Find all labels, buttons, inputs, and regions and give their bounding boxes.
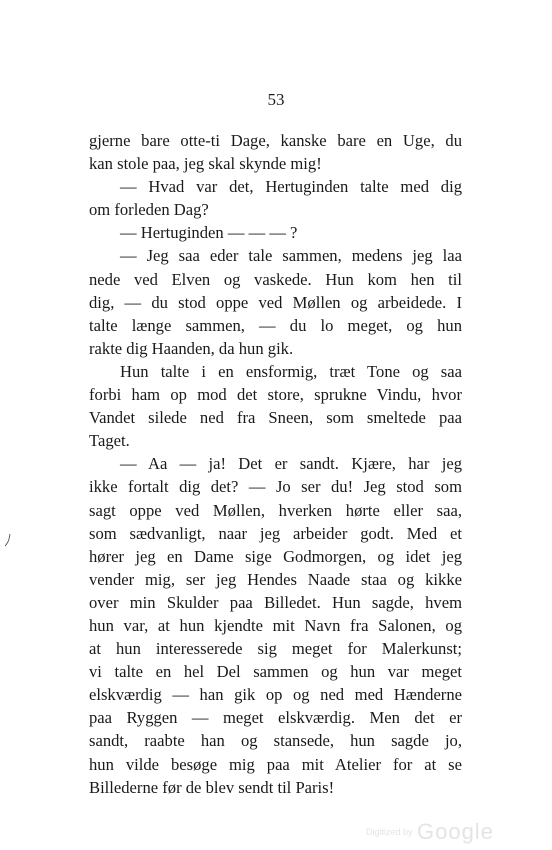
digitization-watermark: [366, 819, 494, 845]
text-line: — Aa — ja! Det er sandt. Kjære, har jeg: [120, 454, 462, 474]
text-line: som sædvanligt, naar jeg arbeider godt. Med et: [89, 523, 462, 543]
text-line: sandt, raabte han og stansede, hun sagde jo,: [89, 731, 462, 751]
text-line: at hun interesserede sig meget for Malerkunst;: [89, 639, 462, 659]
body-text: [89, 129, 462, 799]
margin-pencil-mark: [4, 533, 12, 547]
text-line: dig, — du stod oppe ved Møllen og arbeidede. I: [89, 292, 462, 312]
watermark-brand: Google: [416, 819, 494, 844]
text-line: over min Skulder paa Billedet. Hun sagde, hvem: [89, 592, 462, 612]
text-line: hun var, at hun kjendte mit Navn fra Salonen, og: [89, 615, 462, 635]
text-line: paa Ryggen — meget elskværdig. Men det er: [89, 708, 462, 728]
text-line: hun vilde besøge mig paa mit Atelier for at se: [89, 754, 462, 774]
text-line: Hun talte i en ensformig, træt Tone og saa: [120, 361, 462, 381]
text-line: — Hertuginden — — — ?: [120, 223, 298, 243]
text-line: vi talte en hel Del sammen og hun var meget: [89, 662, 462, 682]
text-line: om forleden Dag?: [89, 200, 209, 220]
text-line: nede ved Elven og vaskede. Hun kom hen til: [89, 269, 462, 289]
watermark-prefix: Digitized by: [366, 827, 413, 837]
text-line: Billederne før de blev sendt til Paris!: [89, 777, 335, 797]
text-line: Taget.: [89, 431, 130, 451]
text-line: sagt oppe ved Møllen, hverken hørte eller saa,: [89, 500, 462, 520]
text-line: hører jeg en Dame sige Godmorgen, og idet jeg: [89, 546, 462, 566]
text-line: gjerne bare otte-ti Dage, kanske bare en Uge, du: [89, 131, 462, 150]
text-line: forbi ham op mod det store, sprukne Vindu, hvor: [89, 385, 462, 405]
text-line: rakte dig Haanden, da hun gik.: [89, 338, 294, 358]
text-line: vender mig, ser jeg Hendes Naade staa og kikke: [89, 569, 462, 589]
text-line: Vandet silede ned fra Sneen, som smeltede paa: [89, 408, 462, 428]
text-line: talte længe sammen, — du lo meget, og hun: [89, 315, 462, 335]
text-line: elskværdig — han gik op og ned med Hænderne: [89, 685, 462, 705]
text-line: — Jeg saa eder tale sammen, medens jeg laa: [120, 246, 462, 266]
text-line: ikke fortalt dig det? — Jo ser du! Jeg stod som: [89, 477, 462, 497]
page-number: 53: [267, 90, 285, 109]
text-line: — Hvad var det, Hertuginden talte med dig: [120, 177, 462, 197]
text-line: kan stole paa, jeg skal skynde mig!: [89, 154, 322, 174]
